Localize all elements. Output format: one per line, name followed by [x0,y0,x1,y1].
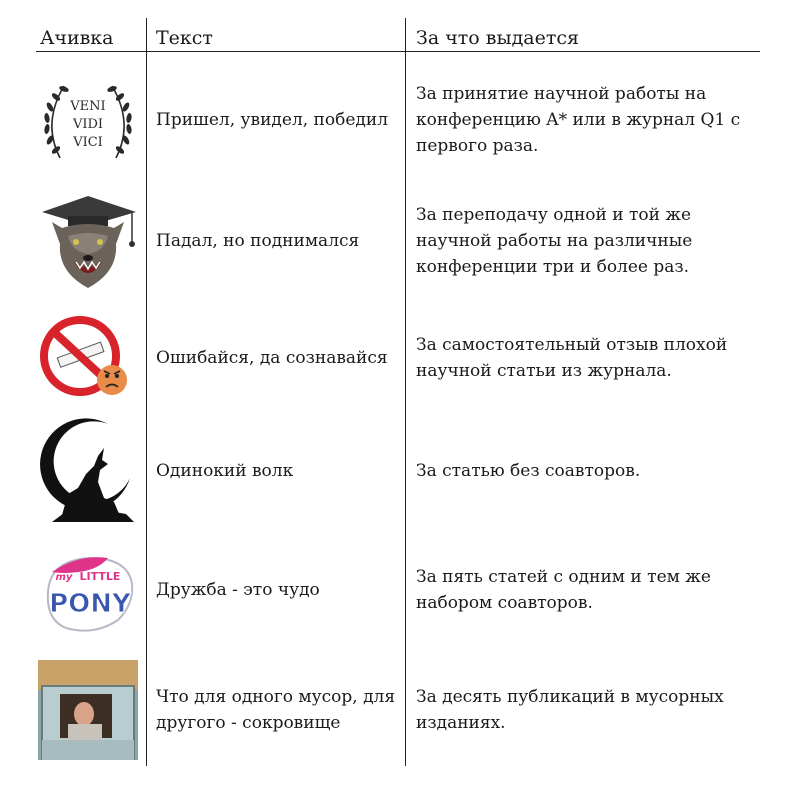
table-row [0,190,793,300]
icon-text-little: LITTLE [79,570,121,583]
table-row [0,418,793,528]
achievement-reason: За статью без соавторов. [416,461,641,481]
column-header-achievement: Ачивка [40,27,114,49]
achievement-name: Падал, но поднимался [156,231,360,251]
column-header-reason: За что выдается [416,27,579,49]
achievement-reason: За переподачу одной и той же научной работы на различные конференции три и более раз. [416,205,693,277]
icon-text-vici: VICI [73,135,103,150]
achievement-reason: За принятие научной работы на конференцию A* или в журнал Q1 с первого раза. [416,84,741,156]
achievement-reason: За десять публикаций в мусорных изданиях. [416,687,724,733]
achievement-reason: За самостоятельный отзыв плохой научной статьи из журнала. [416,335,728,381]
achievement-name: Что для одного мусор, для другого - сокровище [156,687,396,733]
laurel-wreath-veni-vidi-vici-icon [38,78,138,168]
icon-text-veni: VENI [70,99,106,114]
table-row [0,70,793,170]
howling-wolf-moon-icon [38,418,138,522]
achievement-name: Пришел, увидел, победил [156,110,389,130]
table-row [0,540,793,640]
achievement-name: Одинокий волк [156,461,294,481]
icon-text-pony: PONY [49,589,131,619]
man-in-dumpster-photo-icon [38,660,138,760]
achievement-name: Ошибайся, да сознавайся [156,348,388,368]
table-row [0,308,793,408]
icon-text-my: my [55,572,73,583]
wolf-graduation-cap-icon [38,192,138,292]
icon-text-vidi: VIDI [72,117,104,132]
my-little-pony-logo-icon [38,546,138,636]
column-header-text: Текст [156,27,213,49]
achievement-reason: За пять статей с одним и тем же набором соавторов. [416,567,711,613]
no-cigarette-angry-face-icon [38,314,138,404]
header-divider [36,51,760,52]
achievement-name: Дружба - это чудо [156,580,320,600]
table-row [0,656,793,762]
